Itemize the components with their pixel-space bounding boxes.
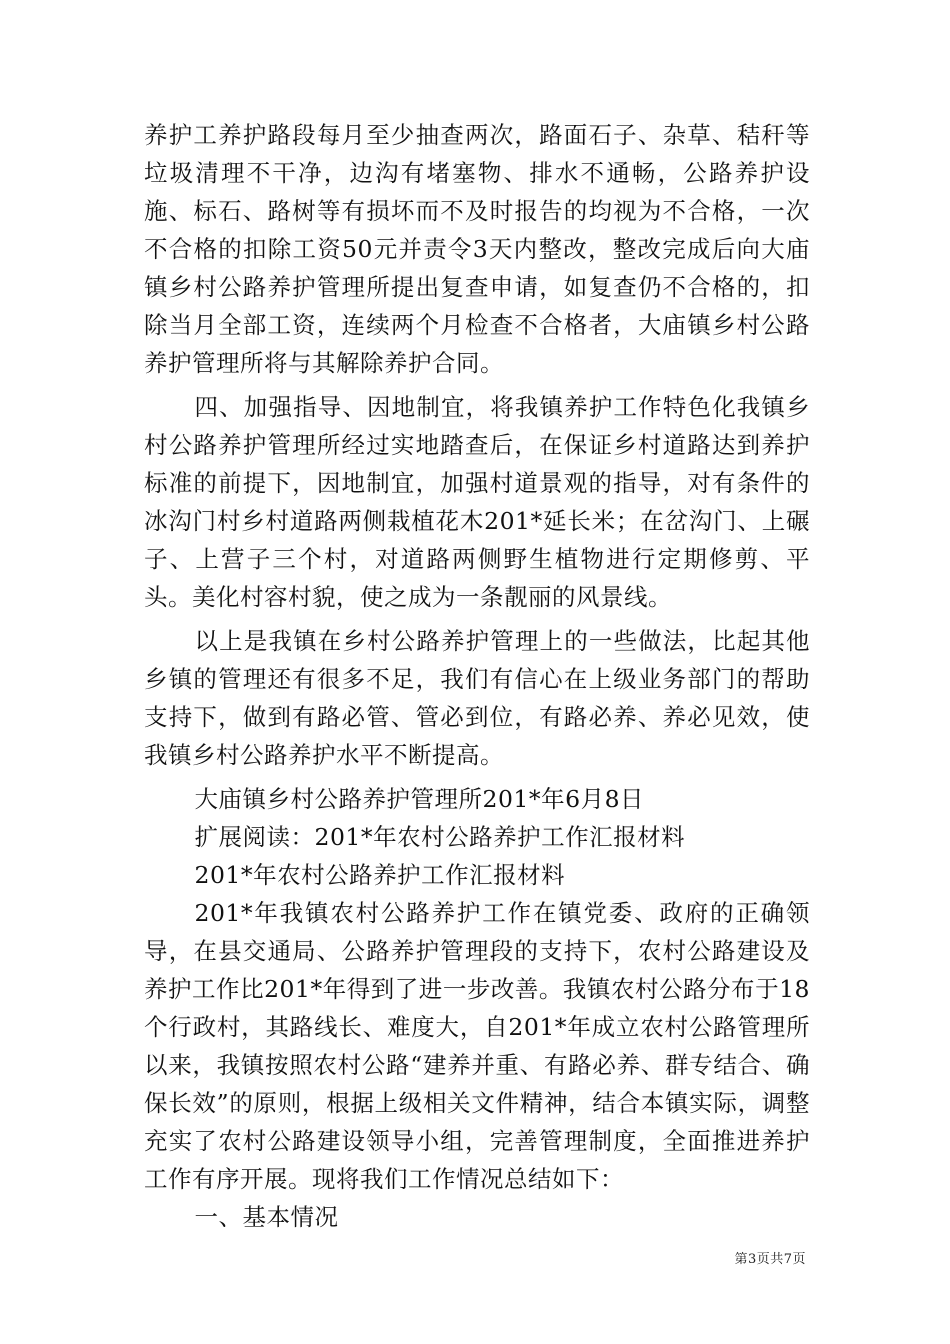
extended-reading-line: 扩展阅读：201*年农村公路养护工作汇报材料 [194,823,686,851]
paragraph-guidance-section-four: 四、加强指导、因地制宜，将我镇养护工作特色化我镇乡村公路养护管理所经过实地踏查后，在保证乡村道路达到养护标准的前提下，因地制宜，加强村道景观的指导，对有条件的冰沟门村乡村道路两侧栽植花木201*延长米；在岔沟门、上碾子、上营子三个村，对道路两侧野生植物进行定期修剪、平头。美化村容村貌，使之成为一条靓丽的风景线。 [144,393,810,611]
document-body [144,116,810,1236]
section-heading-basic-situation: 一、基本情况 [194,1203,339,1231]
paragraph-inspection-rules: 养护工养护路段每月至少抽查两次，路面石子、杂草、秸秆等垃圾清理不干净，边沟有堵塞物、排水不通畅，公路养护设施、标石、路树等有损坏而不及时报告的均视为不合格，一次不合格的扣除工资50元并责令3天内整改，整改完成后向大庙镇乡村公路养护管理所提出复查申请，如复查仍不合格的，扣除当月全部工资，连续两个月检查不合格者，大庙镇乡村公路养护管理所将与其解除养护合同。 [144,121,810,377]
page-number-footer: 第3页共7页 [734,1252,806,1267]
paragraph-report-intro: 201*年我镇农村公路养护工作在镇党委、政府的正确领导，在县交通局、公路养护管理段的支持下，农村公路建设及养护工作比201*年得到了进一步改善。我镇农村公路分布于18个行政村，其路线长、难度大，自201*年成立农村公路管理所以来，我镇按照农村公路“建养并重、有路必养、群专结合、确保长效”的原则，根据上级相关文件精神，结合本镇实际，调整充实了农村公路建设领导小组，完善管理制度，全面推进养护工作有序开展。现将我们工作情况总结如下： [144,899,810,1193]
report-title-line: 201*年农村公路养护工作汇报材料 [194,861,566,889]
signature-date-line: 大庙镇乡村公路养护管理所201*年6月8日 [194,785,645,813]
paragraph-conclusion: 以上是我镇在乡村公路养护管理上的一些做法，比起其他乡镇的管理还有很多不足，我们有信心在上级业务部门的帮助支持下，做到有路必管、管必到位，有路必养、养必见效，使我镇乡村公路养护水平不断提高。 [144,627,810,769]
